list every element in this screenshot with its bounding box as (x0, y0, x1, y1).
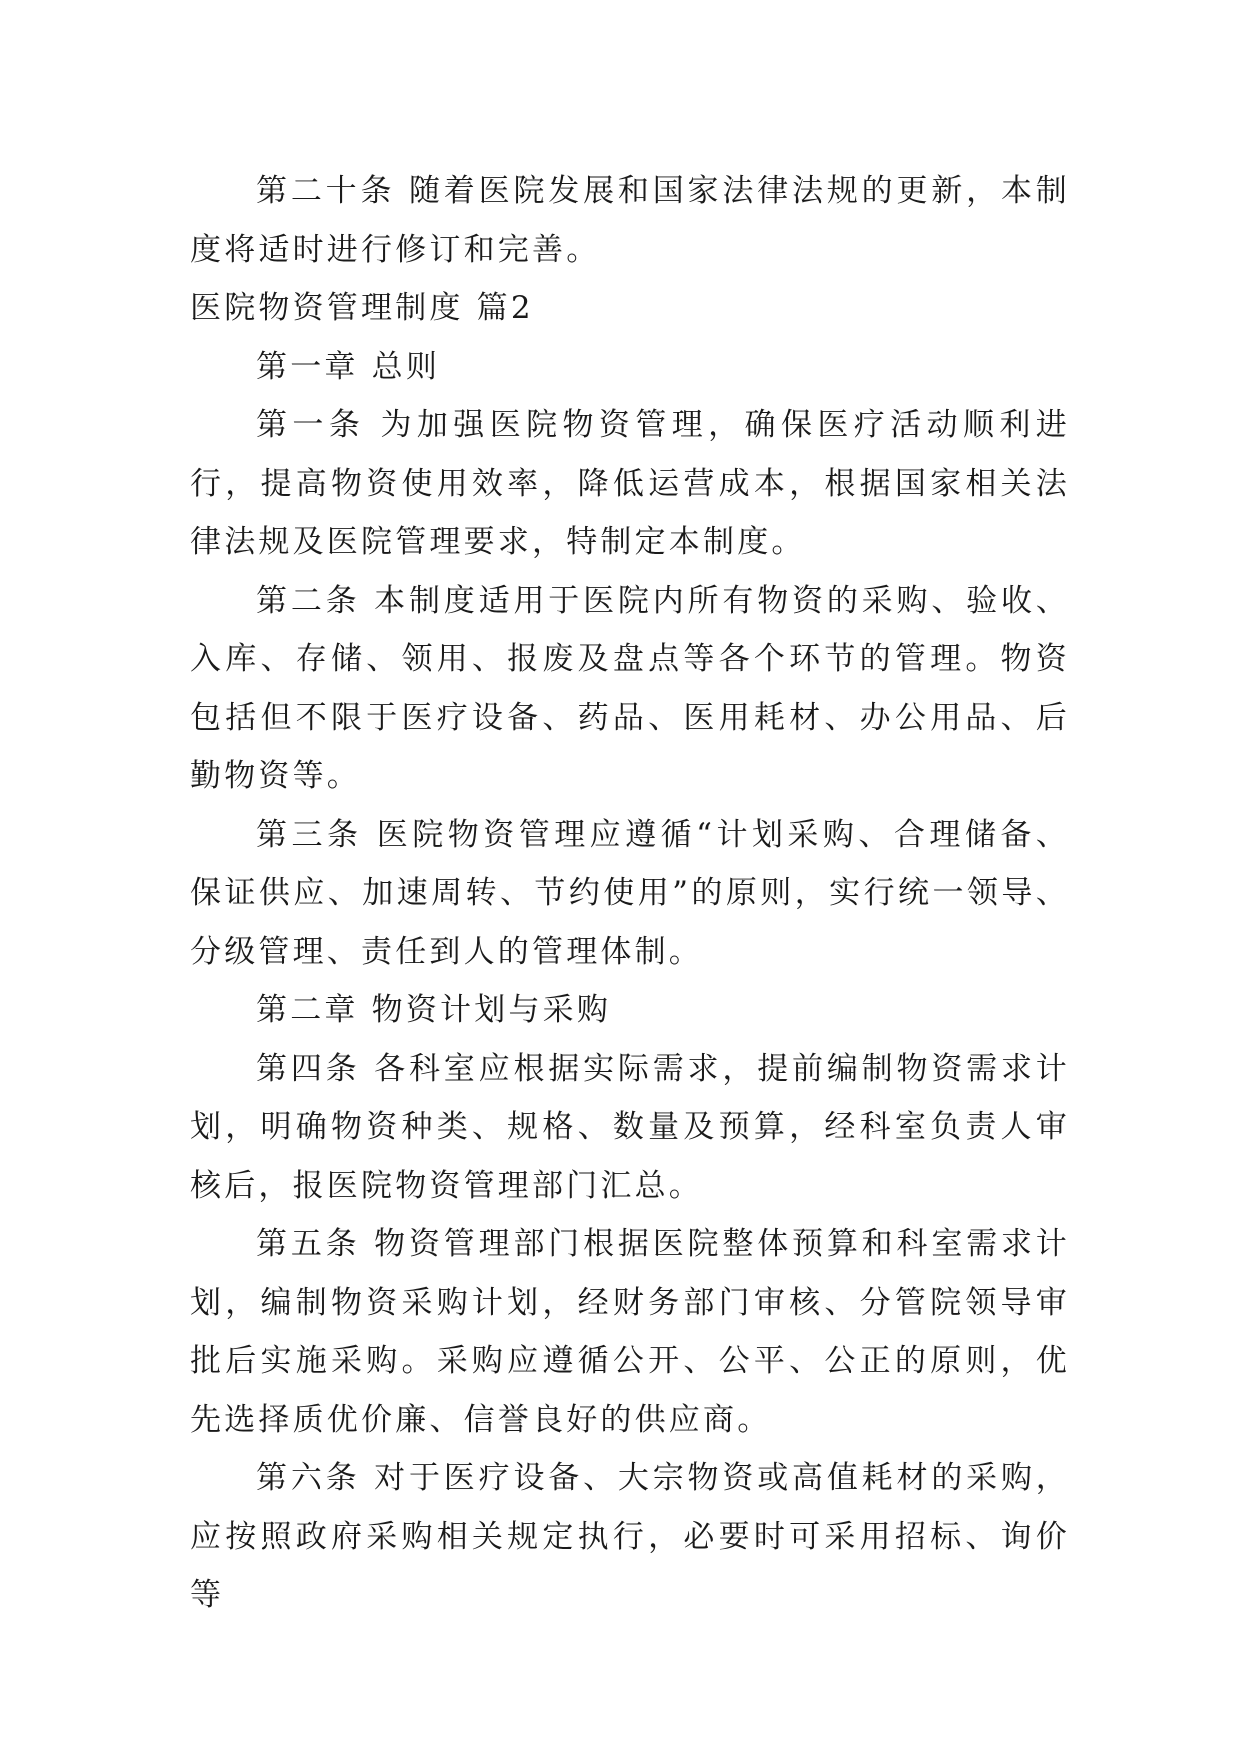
article-4: 第四条 各科室应根据实际需求，提前编制物资需求计划，明确物资种类、规格、数量及预算，经科室负责人审核后，报医院物资管理部门汇总。 (190, 1050, 1070, 1204)
chapter-1-heading: 第一章 总则 (256, 348, 441, 385)
article-1: 第一条 为加强医院物资管理，确保医疗活动顺利进行，提高物资使用效率，降低运营成本，根据国家相关法律法规及医院管理要求，特制定本制度。 (190, 407, 1070, 560)
article-6: 第六条 对于医疗设备、大宗物资或高值耗材的采购，应按照政府采购相关规定执行，必要时可采用招标、询价等 (190, 1460, 1070, 1613)
article-5: 第五条 物资管理部门根据医院整体预算和科室需求计划，编制物资采购计划，经财务部门审核、分管院领导审批后实施采购。采购应遵循公开、公平、公正的原则，优先选择质优价廉、信誉良好的供应商。 (190, 1226, 1070, 1438)
section-title: 医院物资管理制度 篇2 (190, 290, 534, 326)
article-20: 第二十条 随着医院发展和国家法律法规的更新，本制度将适时进行修订和完善。 (190, 173, 1070, 268)
article-2: 第二条 本制度适用于医院内所有物资的采购、验收、入库、存储、领用、报废及盘点等各个环节的管理。物资包括但不限于医疗设备、药品、医用耗材、办公用品、后勤物资等。 (190, 582, 1070, 794)
document-body (190, 162, 1070, 1625)
article-3: 第三条 医院物资管理应遵循“计划采购、合理储备、保证供应、加速周转、节约使用”的原则，实行统一领导、分级管理、责任到人的管理体制。 (190, 816, 1070, 970)
chapter-2-heading: 第二章 物资计划与采购 (256, 992, 612, 1028)
